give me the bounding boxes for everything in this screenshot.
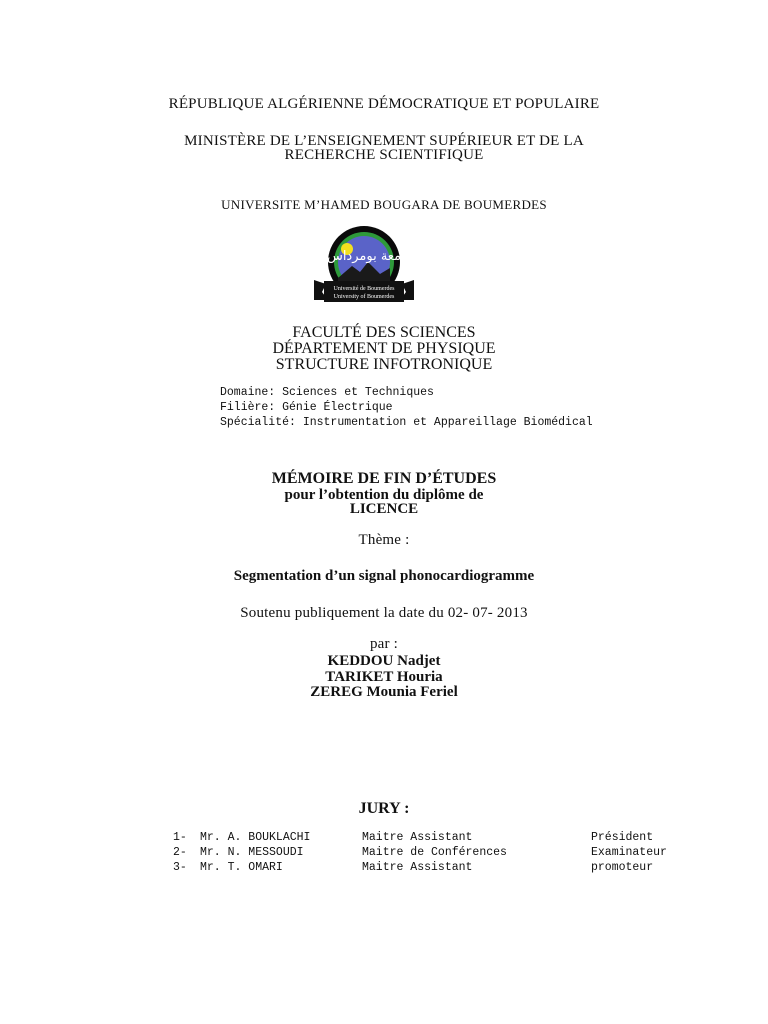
jury-num: 3-	[173, 861, 187, 874]
degree-name: LICENCE	[349, 501, 419, 517]
faculty-name: FACULTÉ DES SCIENCES	[292, 324, 476, 341]
jury-grade: Maitre Assistant	[362, 831, 473, 844]
jury-name: Mr. N. MESSOUDI	[200, 846, 304, 859]
jury-name: Mr. A. BOUKLACHI	[200, 831, 311, 844]
ministry-line2: RECHERCHE SCIENTIFIQUE	[284, 147, 484, 163]
university-logo	[308, 226, 420, 306]
jury-name: Mr. T. OMARI	[200, 861, 283, 874]
department-name: DÉPARTEMENT DE PHYSIQUE	[272, 340, 496, 357]
field-specialite: Spécialité: Instrumentation et Appareillage Biomédical	[220, 416, 593, 429]
jury-row	[173, 831, 693, 846]
memoire-subtitle: pour l’obtention du diplôme de	[284, 487, 484, 503]
par-label: par :	[369, 636, 399, 652]
field-domaine: Domaine: Sciences et Techniques	[220, 386, 434, 399]
logo-banner-line1: Université de Boumerdes	[333, 286, 395, 292]
ministry-line1: MINISTÈRE DE L’ENSEIGNEMENT SUPÉRIEUR ET DE LA	[184, 133, 584, 149]
jury-role: Président	[591, 831, 654, 844]
jury-role: Examinateur	[591, 846, 667, 859]
jury-role: promoteur	[591, 861, 654, 874]
republic-title: RÉPUBLIQUE ALGÉRIENNE DÉMOCRATIQUE ET POPULAIRE	[168, 96, 600, 112]
logo-banner-line2: University of Boumerdes	[333, 294, 395, 300]
theme-title: Segmentation d’un signal phonocardiogramme	[233, 568, 535, 584]
jury-title: JURY :	[358, 800, 410, 817]
memoire-title: MÉMOIRE DE FIN D’ÉTUDES	[271, 470, 497, 487]
field-filiere: Filière: Génie Électrique	[220, 401, 393, 414]
jury-row	[173, 861, 693, 876]
theme-label: Thème :	[358, 532, 410, 548]
jury-grade: Maitre de Conférences	[362, 846, 507, 859]
author-2: TARIKET Houria	[325, 669, 443, 685]
jury-grade: Maitre Assistant	[362, 861, 473, 874]
author-3: ZEREG Mounia Feriel	[310, 684, 458, 700]
logo-arabic-text: جامعة بومرداس	[326, 249, 414, 264]
jury-num: 2-	[173, 846, 187, 859]
jury-row	[173, 846, 693, 861]
structure-name: STRUCTURE INFOTRONIQUE	[275, 356, 493, 373]
defense-date: Soutenu publiquement la date du 02- 07- 2013	[240, 605, 528, 621]
jury-num: 1-	[173, 831, 187, 844]
university-name: UNIVERSITE M’HAMED BOUGARA DE BOUMERDES	[221, 197, 547, 212]
author-1: KEDDOU Nadjet	[327, 653, 441, 669]
